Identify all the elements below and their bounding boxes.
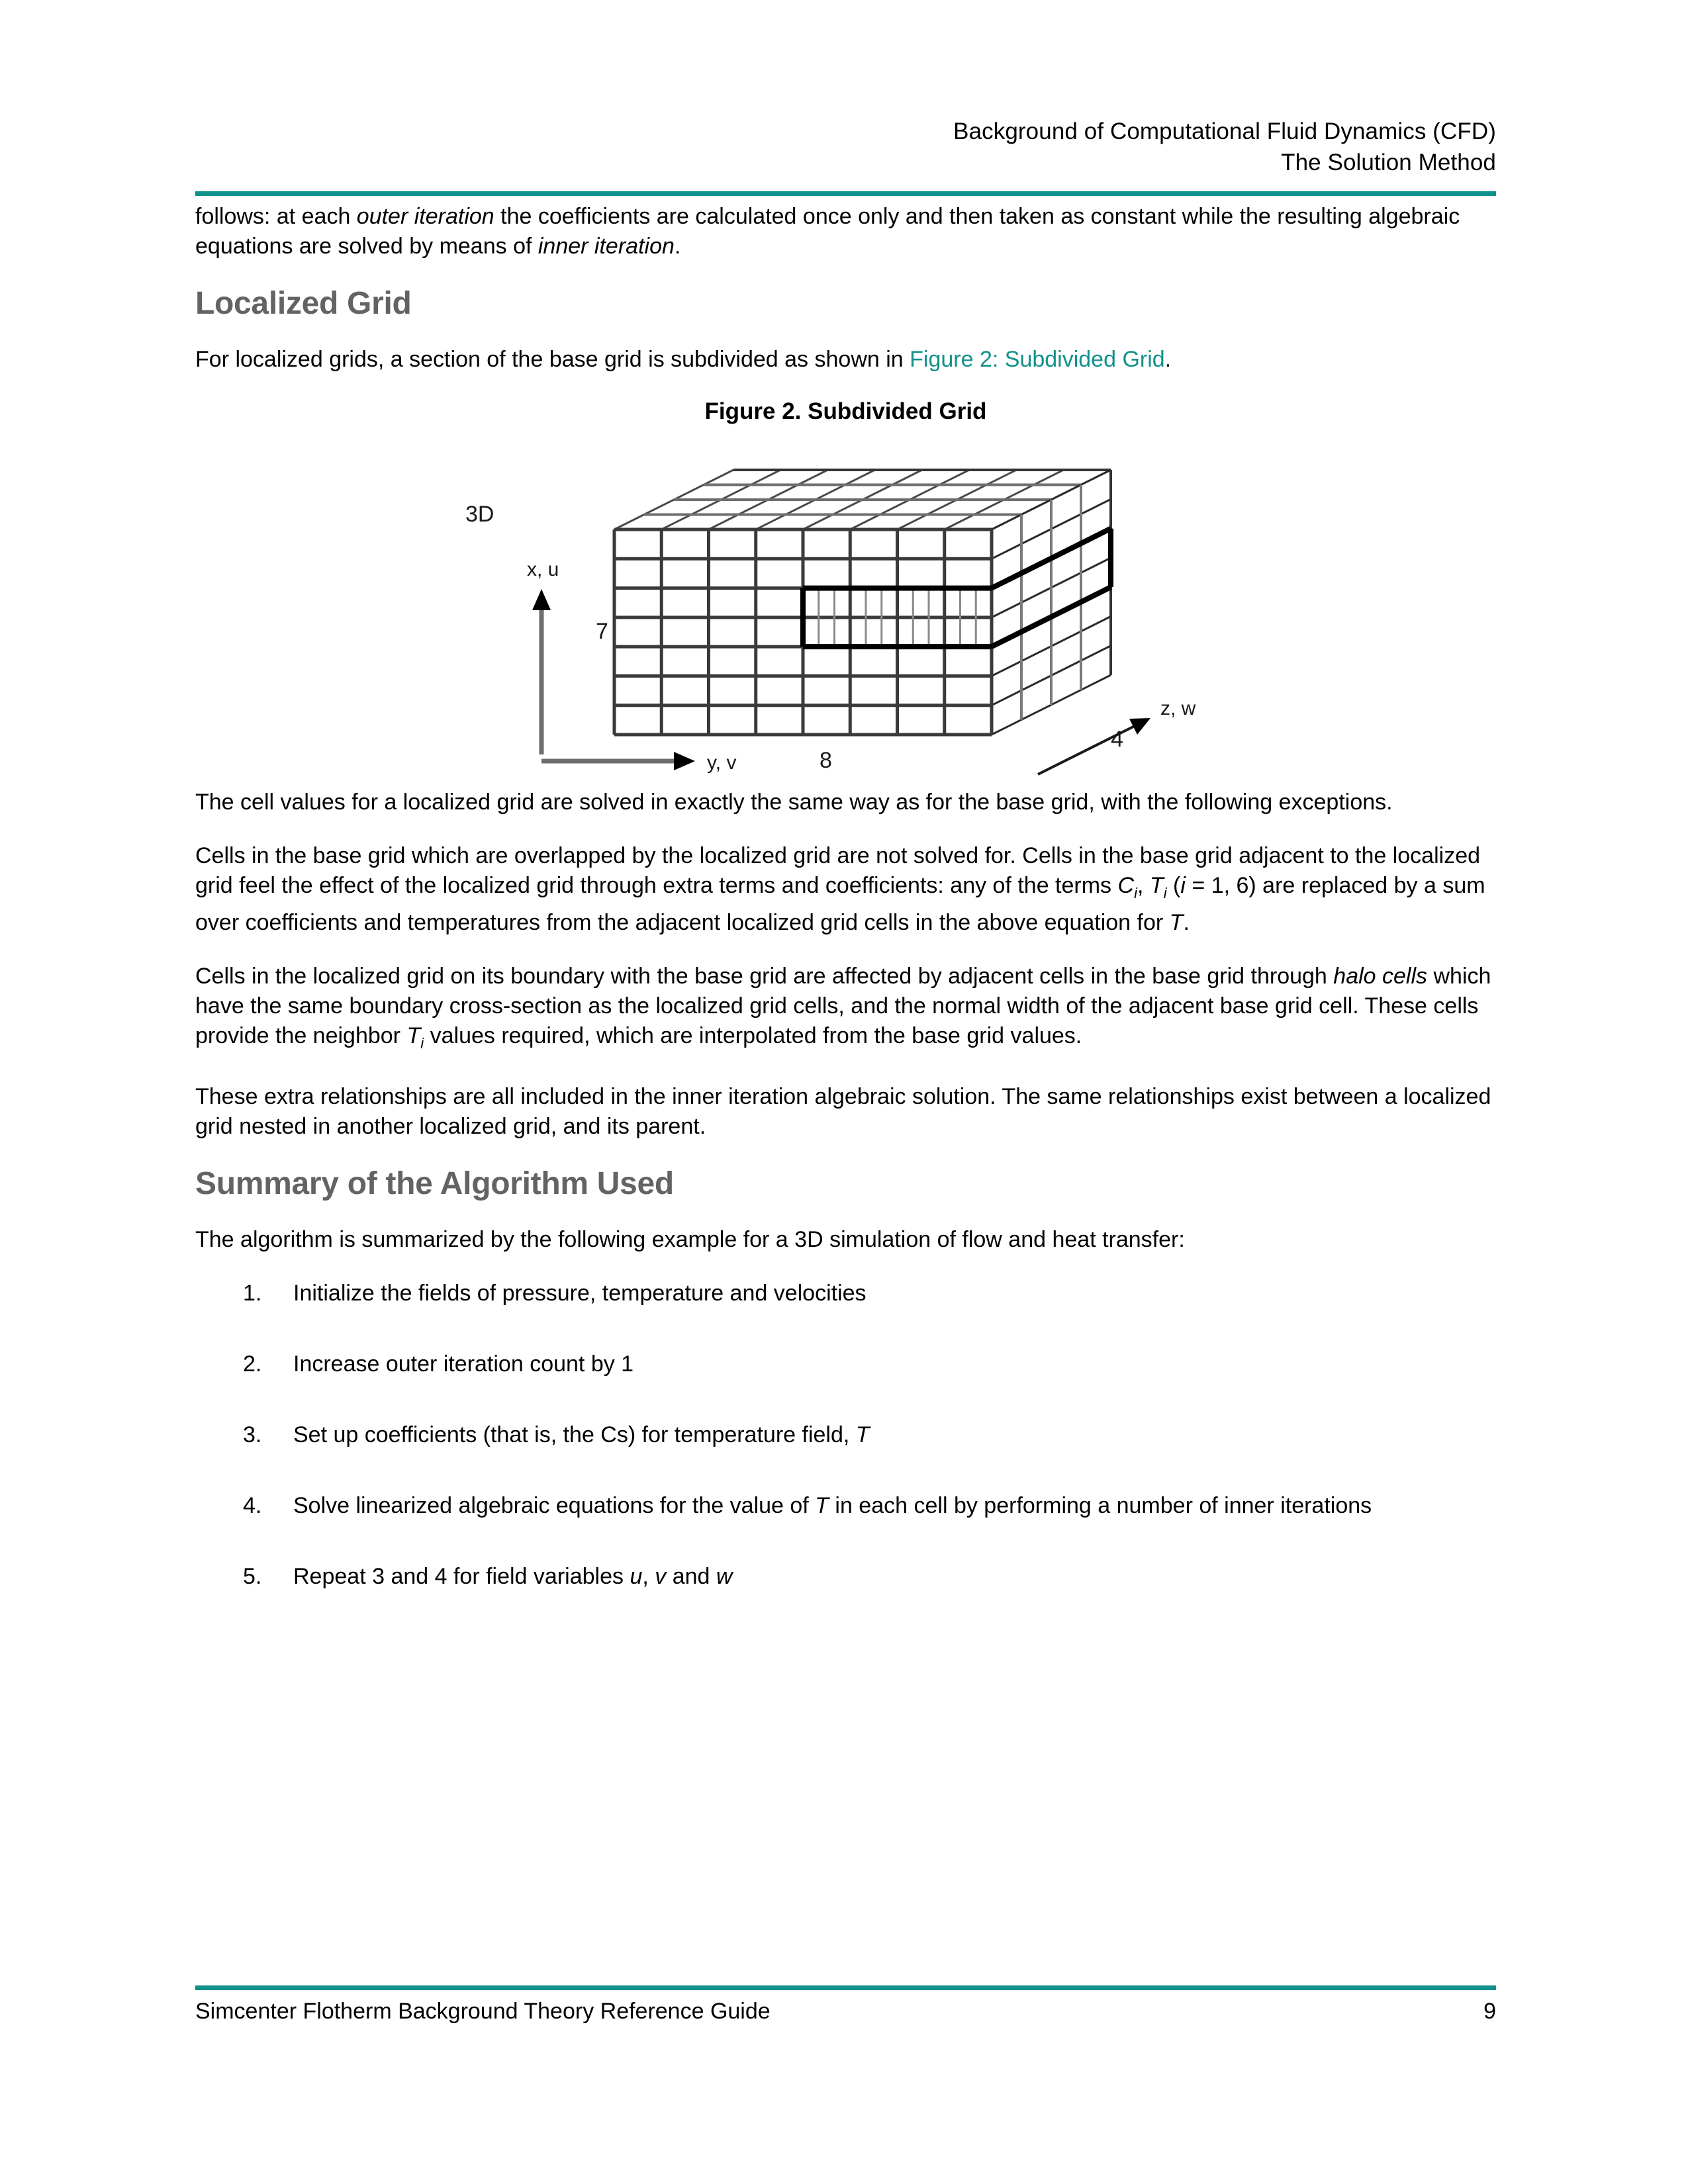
text-run: values required, which are interpolated from the base grid values.: [424, 1023, 1082, 1048]
emphasis-inner-iteration: inner iteration: [538, 234, 675, 259]
list-item-number: 3.: [243, 1422, 262, 1447]
text-run: .: [1183, 909, 1190, 935]
axis-label-x: x, u: [526, 559, 559, 580]
text-run: .: [1164, 347, 1172, 372]
text-run: follows: at each: [195, 204, 357, 229]
list-item-text-cont: in each cell by performing a number of inner iterations: [828, 1492, 1372, 1518]
section-heading-summary: Summary of the Algorithm Used: [195, 1165, 674, 1201]
variable-i: i: [1180, 873, 1186, 898]
axis-indicators: [527, 559, 1196, 774]
text-run: Cells in the localized grid on its boundary with the base grid are affected by adjacent cells in the base grid through: [195, 963, 1334, 989]
axis-label-z: z, w: [1160, 698, 1196, 719]
header-title-line1: Background of Computational Fluid Dynamics (CFD): [953, 118, 1496, 144]
list-item-variable-w: w: [716, 1563, 733, 1589]
footer-document-title: Simcenter Flotherm Background Theory Reference Guide: [195, 1999, 771, 2024]
list-item: [195, 1420, 1496, 1450]
figure-caption: Figure 2. Subdivided Grid: [704, 398, 987, 424]
figure-image-wrap: [195, 450, 1496, 781]
subdivided-grid-diagram: [449, 450, 1243, 781]
paragraph-follows: [195, 202, 1496, 261]
text-run: .: [674, 234, 681, 259]
list-item: [195, 1279, 1496, 1308]
header-title-line2: The Solution Method: [1281, 150, 1496, 175]
list-item-text: Initialize the fields of pressure, temperature and velocities: [293, 1280, 867, 1306]
list-item-text: Repeat 3 and 4 for field variables: [293, 1563, 630, 1589]
subscript-i-C: i: [1134, 884, 1137, 901]
list-item-number: 5.: [243, 1563, 262, 1589]
emphasis-outer-iteration: outer iteration: [356, 204, 494, 229]
subscript-i-T: i: [1163, 884, 1167, 901]
text-run: For localized grids, a section of the base grid is subdivided as shown in: [195, 347, 910, 372]
list-item-sep2: and: [666, 1563, 716, 1589]
grid-top-face: [614, 470, 1111, 529]
list-item-number: 2.: [243, 1351, 262, 1377]
text-run: the coefficients are calculated once only and then taken as constant while the resulting algebraic equations are solved by means of: [195, 204, 1460, 259]
grid-right-face: [992, 470, 1111, 735]
cross-reference-link-figure2[interactable]: Figure 2: Subdivided Grid: [910, 347, 1165, 372]
list-item-text: Solve linearized algebraic equations for the value of: [293, 1492, 816, 1518]
y-axis-arrowhead: [674, 752, 695, 770]
header-rule: [195, 191, 1496, 196]
page-footer: [195, 1999, 1496, 2025]
x-axis-arrowhead: [532, 589, 551, 610]
label-column-count: 8: [819, 748, 832, 773]
footer-page-number: 9: [1483, 1999, 1496, 2024]
paragraph-algorithm-intro: The algorithm is summarized by the following example for a 3D simulation of flow and heat transfer:: [195, 1226, 1185, 1252]
list-item-variable: T: [855, 1422, 870, 1447]
variable-T: T: [1149, 873, 1164, 898]
axis-label-y: y, v: [706, 752, 736, 774]
grid-box-geometry: [614, 470, 1111, 735]
list-item-variable-u: u: [630, 1563, 643, 1589]
figure-2-block: [195, 398, 1496, 781]
list-item-text: Increase outer iteration count by 1: [293, 1351, 634, 1377]
text-run: ,: [1137, 873, 1150, 898]
paragraph-halo-cells: [195, 962, 1496, 1058]
label-depth-count: 4: [1110, 727, 1123, 752]
paragraph-localized-intro: [195, 345, 1496, 375]
page-header: [195, 116, 1496, 178]
text-run: Cells in the base grid which are overlapped by the localized grid are not solved for. Cells in the base grid adjacent to the localized grid feel the effect of the localized grid through extra terms and coefficients: any of the terms: [195, 843, 1481, 898]
label-row-count: 7: [595, 619, 608, 644]
emphasis-halo-cells: halo cells: [1333, 963, 1428, 989]
list-item-number: 4.: [243, 1492, 262, 1518]
list-item: [195, 1491, 1496, 1521]
list-item-variable-v: v: [655, 1563, 667, 1589]
paragraph-cell-values: The cell values for a localized grid are solved in exactly the same way as for the base grid, with the following exceptions.: [195, 790, 1393, 815]
list-item-text: Set up coefficients (that is, the Cs) for temperature field,: [293, 1422, 856, 1447]
list-item-number: 1.: [243, 1280, 262, 1306]
variable-T-neighbor: T: [406, 1023, 421, 1048]
footer-rule: [195, 1985, 1496, 1990]
subscript-i-T-neighbor: i: [420, 1034, 424, 1052]
text-run: (: [1166, 873, 1181, 898]
section-heading-localized-grid: Localized Grid: [195, 286, 412, 321]
variable-T-field: T: [1169, 909, 1184, 935]
text-run: = 1, 6) are replaced by a sum over coefficients and temperatures from the adjacent localized grid cells in the above equation for: [195, 873, 1485, 935]
list-item: [195, 1562, 1496, 1592]
paragraph-overlapped-cells: [195, 841, 1496, 938]
list-item: [195, 1349, 1496, 1379]
label-3d: 3D: [465, 502, 494, 527]
document-content: [195, 202, 1496, 1633]
list-item-variable: T: [815, 1492, 829, 1518]
algorithm-steps-list: [195, 1279, 1496, 1592]
list-item-sep1: ,: [642, 1563, 655, 1589]
paragraph-extra-relationships: These extra relationships are all included in the inner iteration algebraic solution. The same relationships exist between a localized grid nested in another localized grid, and its parent.: [195, 1083, 1491, 1139]
variable-C: C: [1117, 873, 1135, 898]
text-run: which have the same boundary cross-section as the localized grid cells, and the normal width of the adjacent base grid cell. These cells provide the neighbor: [195, 963, 1491, 1048]
